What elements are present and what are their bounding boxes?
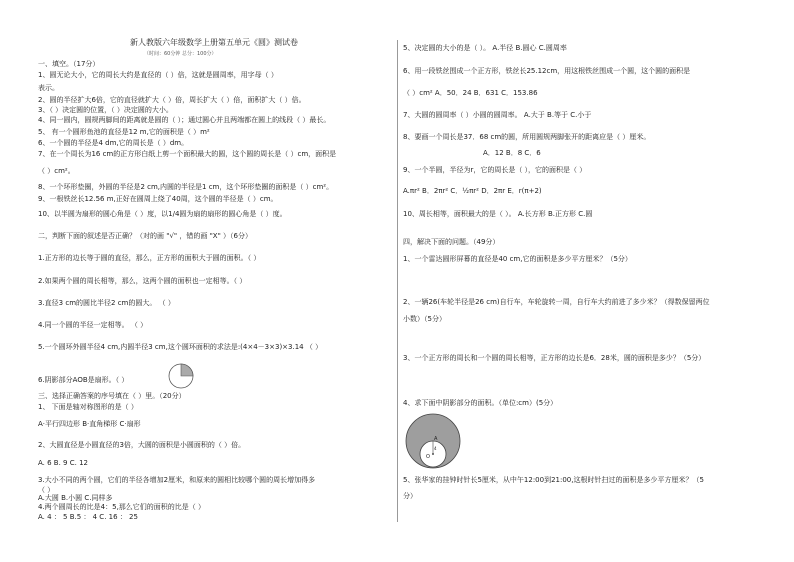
left-line: 3.大小不同的两个圆，它们的半径各增加2厘米，和原来的圆相比较哪个圆的周长增加得多 [38, 476, 316, 484]
center-label: O [426, 454, 430, 460]
right-line: （ ）cm² A．50．24 B．631 C．153.86 [403, 89, 538, 97]
left-line: 9、一根铁丝长12.56 m,正好在圆周上绕了40周，这个圆的半径是（ ）cm。 [38, 195, 278, 203]
right-line: 8、要画一个周长是37．68 cm的圆，所用圆规两脚张开的距离应是（ ）厘米。 [403, 133, 651, 141]
left-line: A.大圆 B.小圆 C.同样多 [38, 494, 113, 502]
radius-label: 4 [434, 446, 437, 451]
left-line: 3.直径3 cm的圆比半径2 cm的圆大。 （ ） [38, 299, 175, 307]
right-line: 4、求下面中阴影部分的面积。（单位:cm）(5分） [403, 399, 558, 407]
left-line: （ ）cm²。 [38, 167, 75, 175]
right-line: 6、用一段铁丝围成一个正方形，铁丝长25.12cm，用这根铁丝围成一个圆，这个圆的面积是 [403, 67, 691, 75]
shaded-circle-figure [404, 412, 462, 470]
right-line: 2、一辆26(车轮半径是26 cm)自行车，车轮旋转一周，自行车大约前进了多少米？（得数保留两位 [403, 298, 710, 306]
left-line: 3、（ ）决定圆的位置，（ ）决定圆的大小。 [38, 106, 173, 114]
left-line: 7、在一个周长为16 cm的正方形白纸上剪一个面积最大的圆，这个圆的周长是（ ）cm，面积是 [38, 150, 337, 158]
left-line: 10、以半圆为扇形的圆心角是（ ）度，以1/4圆为扇的扇形的圆心角是（ ）度。 [38, 210, 287, 218]
left-line: 5、 有一个圆形鱼池的直径是12 m,它的面积是（ ）m² [38, 128, 210, 136]
left-line: 三、选择正确答案的序号填在（ ）里。（20分） [38, 392, 186, 400]
right-line: 1、一个雷达圆形屏幕的直径是40 cm,它的面积是多少平方厘米？（5分） [403, 255, 632, 263]
right-line: 5、决定圆的大小的是（ ）。 A.半径 B.圆心 C.圆周率 [403, 44, 567, 52]
right-line: 10、周长相等，面积最大的是（ ）。 A.长方形 B.正方形 C.圆 [403, 210, 593, 218]
point-label: A [434, 436, 438, 442]
column-divider [397, 40, 398, 522]
left-line: 6、一个圆的半径是4 dm,它的周长是（ ）dm。 [38, 139, 189, 147]
left-line: 4.两个圆周长的比是4：5,那么它们的面积的比是（ ） [38, 503, 206, 511]
left-line: A. 4 ： 5 B.5 ： 4 C. 16 ： 25 [38, 513, 138, 521]
left-line: （ ） [38, 486, 55, 494]
left-line: 6.阴影部分AOB是扇形。（ ） [38, 376, 129, 384]
exam-subtitle: （时间：60分钟 总分：100分） [144, 51, 217, 57]
left-line: 一、填空。（17分） [38, 60, 100, 68]
right-line: 小数）（5分） [403, 315, 446, 323]
left-line: 1.正方形的边长等于圆的直径，那么，正方形的面积大于圆的面积。（ ） [38, 254, 261, 262]
right-line: 分） [403, 492, 417, 500]
right-line: A．12 B．8 C．6 [483, 149, 541, 157]
left-line: 二，判断下面的叙述是否正确？（对的画 "√" ，错的画 "X" ）（6分） [38, 232, 252, 240]
left-line: 表示。 [38, 84, 59, 92]
left-line: 1、 下面是轴对称图形的是（ ） [38, 403, 138, 411]
sector-figure [166, 362, 196, 390]
left-line: 4.同一个圆的半径一定相等。 （ ） [38, 321, 148, 329]
right-line: 3、一个正方形的周长和一个圆的周长相等，正方形的边长是6．28米，圆的面积是多少？（5分） [403, 354, 706, 362]
left-line: 5.一个圆环外圆半径4 cm,内圆半径3 cm,这个圆环面积的求法是:(4×4－3×3)×3.14 （ ） [38, 343, 323, 351]
left-line: 1、圆无论大小，它的周长大约是直径的（ ）倍，这就是圆周率，用字母（ ） [38, 71, 278, 79]
left-line: A·平行四边形 B·直角梯形 C·扇形 [38, 420, 141, 428]
right-line: 7、大圆的圆周率（ ）小圆的圆周率。 A.大于 B.等于 C.小于 [403, 111, 592, 119]
left-line: 4、同一圆内，圆规两脚间的距离就是圆的（ ）；通过圆心并且两端都在圆上的线段（ ）最长。 [38, 116, 331, 124]
left-line: 8、一个环形垫圈，外圆的半径是2 cm,内圆的半径是1 cm，这个环形垫圈的面积是（ ）cm²。 [38, 183, 334, 191]
right-line: 四，解决下面的问题。（49分） [403, 238, 500, 246]
right-line: 5、张华家的挂钟时针长5厘米，从中午12:00到21:00,这根时针扫过的面积是多少平方厘米？（5 [403, 476, 704, 484]
left-line: 2、圆的半径扩大6倍，它的直径就扩大（ ）倍，周长扩大（ ）倍，面积扩大（ ）倍。 [38, 96, 306, 104]
exam-title: 新人教版六年级数学上册第五单元《圆》测试卷 [130, 38, 298, 47]
left-line: 2、大圆直径是小圆直径的3倍，大圆的面积是小圆面积的（ ）倍。 [38, 441, 246, 449]
right-line: 9、一个半圆，半径为r，它的周长是（ ），它的面积是（ ） [403, 166, 587, 174]
left-line: A. 6 B. 9 C. 12 [38, 459, 88, 467]
left-line: 2.如果两个圆的周长相等，那么，这两个圆的面积也一定相等。（ ） [38, 277, 247, 285]
right-line: A.πr² B．2πr² C．½πr² D．2πr E．r(π+2) [403, 187, 542, 195]
